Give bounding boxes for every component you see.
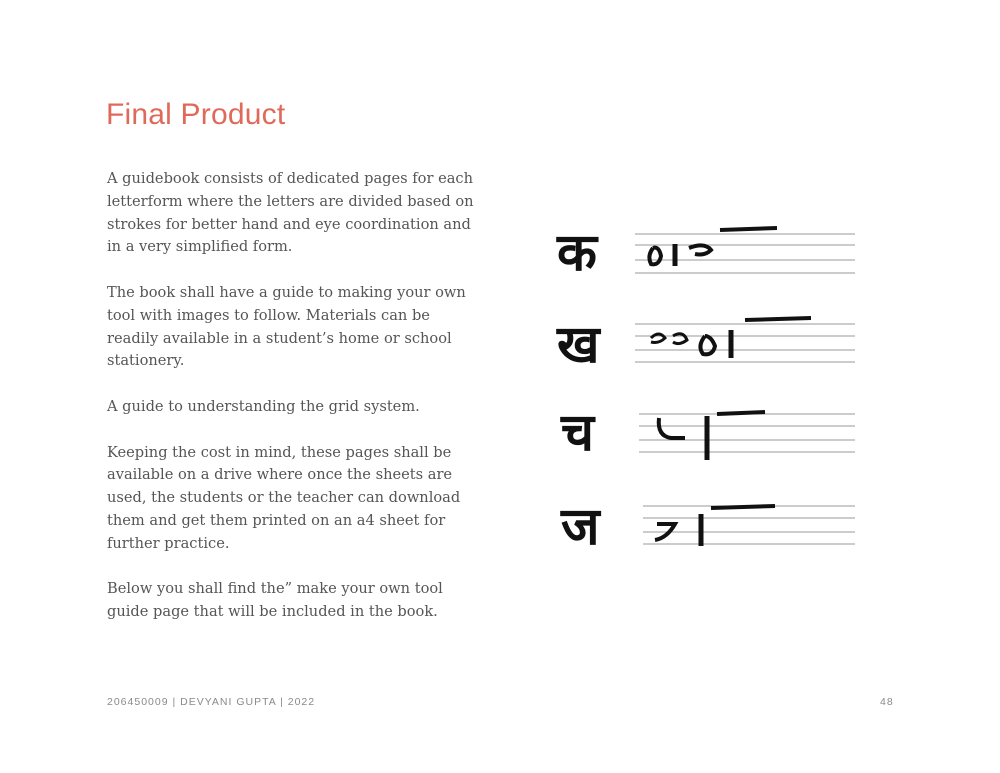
body-text (107, 168, 477, 647)
letter-ja: ज (561, 497, 600, 557)
page-title: Final Product (106, 98, 286, 131)
practice-row-ja (560, 497, 855, 557)
letter-practice-image (555, 210, 865, 570)
paragraph-guidebook: A guidebook consists of dedicated pages for each letterform where the letters are divided based on strokes for better hand and eye coordination and in a very simplified form. (107, 170, 474, 256)
practice-row-kha (556, 315, 855, 375)
practice-row-cha (560, 403, 855, 463)
practice-row-ka (556, 223, 855, 283)
letter-kha: ख (557, 315, 600, 375)
paragraph-cost: Keeping the cost in mind, these pages shall be available on a drive where once the sheets are used, the students or the teacher can download them and get them printed on an a4 sheet for further practice. (107, 443, 461, 552)
footer-credit: 206450009 | DEVYANI GUPTA | 2022 (107, 696, 316, 708)
paragraph-grid-system: A guide to understanding the grid system. (107, 397, 420, 415)
letter-cha: च (561, 403, 595, 463)
paragraph-below: Below you shall find the” make your own tool guide page that will be included in the book. (107, 580, 443, 621)
paragraph-tool-guide: The book shall have a guide to making your own tool with images to follow. Materials can be readily available in a student’s home or school stationery. (107, 283, 466, 370)
page-number: 48 (880, 696, 894, 708)
letter-ka: क (557, 223, 597, 283)
